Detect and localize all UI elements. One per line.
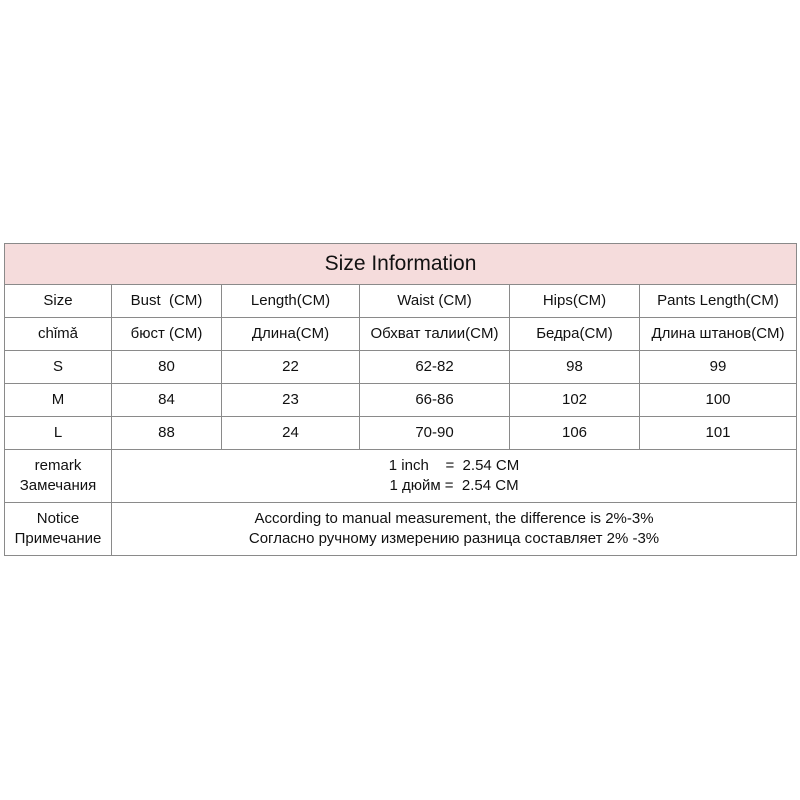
header-hips: Hips(CM): [510, 285, 640, 318]
header-size: Size: [5, 285, 112, 318]
remark-line-inch: 1 inch = 2.54 CM: [388, 457, 520, 474]
notice-label: [5, 503, 112, 556]
table-title: Size Information: [5, 244, 797, 285]
cell-hips: 98: [510, 351, 640, 384]
notice-label-en: Notice: [36, 510, 80, 527]
header-size-ru: chǐmǎ: [5, 318, 112, 351]
header-row-russian: [5, 318, 797, 351]
remark-line-duym: 1 дюйм = 2.54 CM: [389, 477, 519, 494]
cell-waist: 62-82: [360, 351, 510, 384]
cell-length: 24: [222, 417, 360, 450]
cell-waist: 70-90: [360, 417, 510, 450]
header-row-english: [5, 285, 797, 318]
header-hips-ru: Бедра(CM): [510, 318, 640, 351]
remark-label-ru: Замечания: [19, 477, 97, 494]
cell-pants-length: 101: [640, 417, 797, 450]
cell-pants-length: 100: [640, 384, 797, 417]
cell-bust: 84: [112, 384, 222, 417]
cell-size: L: [5, 417, 112, 450]
header-waist: Waist (CM): [360, 285, 510, 318]
cell-length: 22: [222, 351, 360, 384]
notice-line-ru: Согласно ручному измерению разница составляет 2% -3%: [248, 530, 660, 547]
cell-length: 23: [222, 384, 360, 417]
remark-label: [5, 450, 112, 503]
header-pants-length: Pants Length(CM): [640, 285, 797, 318]
remark-row: [5, 450, 797, 503]
header-pants-length-ru: Длина штанов(CM): [640, 318, 797, 351]
table-row: [5, 351, 797, 384]
notice-value: [112, 503, 797, 556]
cell-bust: 80: [112, 351, 222, 384]
cell-size: S: [5, 351, 112, 384]
remark-label-en: remark: [34, 457, 82, 474]
header-length: Length(CM): [222, 285, 360, 318]
cell-hips: 102: [510, 384, 640, 417]
header-waist-ru: Обхват талии(CM): [360, 318, 510, 351]
cell-waist: 66-86: [360, 384, 510, 417]
header-length-ru: Длина(CM): [222, 318, 360, 351]
notice-label-ru: Примечание: [14, 530, 102, 547]
size-information-table: [4, 243, 797, 556]
table-row: [5, 417, 797, 450]
notice-line-en: According to manual measurement, the difference is 2%-3%: [254, 510, 654, 527]
header-bust-ru: бюст (CM): [112, 318, 222, 351]
cell-hips: 106: [510, 417, 640, 450]
header-bust: Bust (CM): [112, 285, 222, 318]
notice-row: [5, 503, 797, 556]
cell-pants-length: 99: [640, 351, 797, 384]
remark-value: [112, 450, 797, 503]
cell-bust: 88: [112, 417, 222, 450]
table-row: [5, 384, 797, 417]
cell-size: M: [5, 384, 112, 417]
